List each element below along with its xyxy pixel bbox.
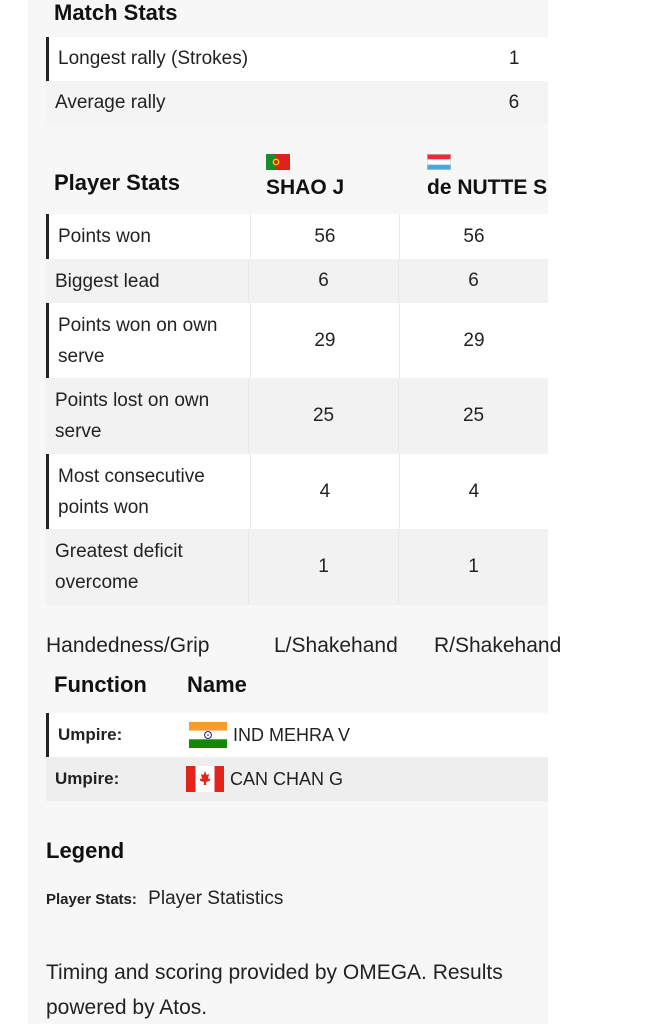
legend-description: Player Statistics [148,888,284,909]
player-stat-row [46,259,548,303]
portugal-flag-icon [266,154,290,170]
player-stat-label: Biggest lead [55,270,160,292]
handedness-row [46,630,562,664]
legend-key: Player Stats: [46,891,137,908]
player-stats-header [46,150,548,214]
match-stat-value: 1 [508,48,520,69]
player-stat-value: 1 [398,529,548,605]
luxembourg-flag-icon [427,154,451,170]
legend-row [46,888,283,910]
player-stat-value: 29 [250,303,399,378]
player-stat-label: Points won on own serve [58,314,218,367]
official-function: Umpire: [58,725,123,744]
handedness-value: L/Shakehand [274,634,398,657]
canada-flag-icon [186,766,224,792]
player-stat-value: 4 [399,454,548,529]
player-stat-label: Most consecutive points won [58,465,205,518]
player-stat-label: Greatest deficit overcome [55,541,183,593]
official-name: CHAN G [273,768,344,789]
match-stat-row [46,37,548,81]
official-country: IND [233,724,264,745]
name-header: Name [187,672,247,697]
player-column-header [266,154,344,200]
player-stat-row [46,214,548,259]
india-flag-icon [189,722,227,748]
player-stat-value: 6 [398,259,548,303]
player-stat-row [46,529,548,605]
match-stat-label: Longest rally (Strokes) [58,48,249,69]
player-stat-value: 29 [399,303,548,378]
match-stat-row [46,81,548,125]
player-stat-value: 56 [399,214,548,259]
handedness-label: Handedness/Grip [46,634,210,657]
player-name: de NUTTE S [427,176,548,199]
player-stat-value: 6 [248,259,398,303]
legend-title: Legend [46,838,125,863]
footer-text: Timing and scoring provided by OMEGA. Results powered by Atos. [46,961,503,1019]
official-country: CAN [230,768,269,789]
player-name: SHAO J [266,176,345,199]
player-stat-value: 25 [398,378,548,454]
player-stat-label: Points won [58,226,151,247]
player-column-header [427,154,547,200]
player-stat-value: 25 [248,378,398,454]
officials-header [54,672,247,698]
player-stat-value: 1 [248,529,398,605]
results-panel [28,0,562,1024]
player-stat-value: 4 [250,454,399,529]
handedness-value: R/Shakehand [434,634,562,657]
match-stat-value: 6 [508,92,520,113]
player-stat-value: 56 [250,214,399,259]
match-stat-label: Average rally [55,92,166,113]
official-name: MEHRA V [269,724,351,745]
player-stat-row [46,378,548,454]
match-stats-title: Match Stats [54,0,178,25]
official-row [46,757,548,801]
player-stat-label: Points lost on own serve [55,390,210,442]
player-stats-title: Player Stats [54,170,180,195]
player-stat-row [46,303,548,378]
official-row [46,713,548,757]
player-stat-row [46,454,548,529]
official-function: Umpire: [55,769,120,788]
function-header: Function [54,672,147,697]
